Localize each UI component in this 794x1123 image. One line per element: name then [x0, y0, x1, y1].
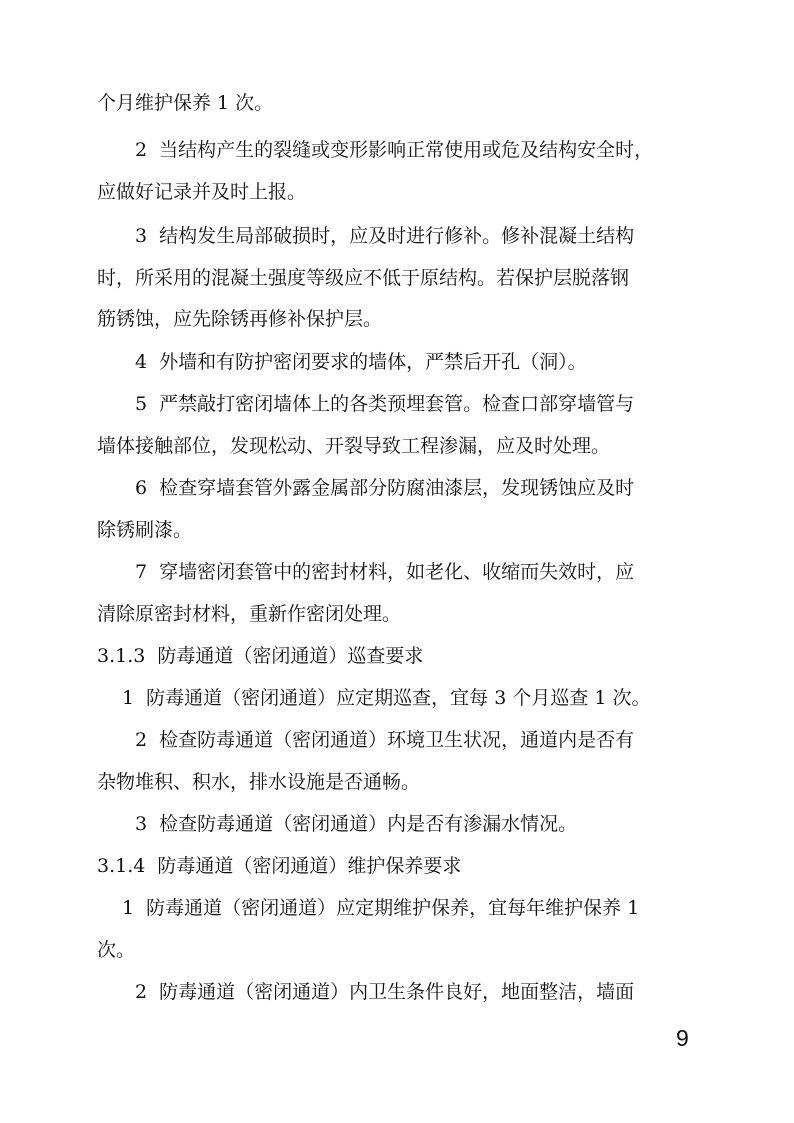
- section-heading: 3.1.3 防毒通道（密闭通道）巡查要求: [97, 645, 424, 667]
- text-line: 筋锈蚀，应先除锈再修补保护层。: [97, 308, 383, 330]
- text-line: 2 防毒通道（密闭通道）内卫生条件良好，地面整洁，墙面: [135, 981, 635, 1003]
- text-line: 3 检查防毒通道（密闭通道）内是否有渗漏水情况。: [135, 813, 578, 835]
- text-line: 3 结构发生局部破损时，应及时进行修补。修补混凝土结构: [135, 225, 635, 247]
- text-line: 5 严禁敲打密闭墙体上的各类预埋套管。检查口部穿墙管与: [135, 393, 635, 415]
- text-line: 清除原密封材料，重新作密闭处理。: [97, 603, 402, 625]
- text-line: 2 当结构产生的裂缝或变形影响正常使用或危及结构安全时，: [135, 139, 654, 161]
- text-line: 次。: [97, 939, 136, 961]
- text-line: 7 穿墙密闭套管中的密封材料，如老化、收缩而失效时，应: [135, 561, 635, 583]
- text-line: 墙体接触部位，发现松动、开裂导致工程渗漏，应及时处理。: [97, 435, 611, 457]
- section-heading: 3.1.4 防毒通道（密闭通道）维护保养要求: [97, 855, 462, 877]
- text-line: 应做好记录并及时上报。: [97, 181, 307, 203]
- text-line: 个月维护保养 1 次。: [97, 92, 274, 114]
- text-line: 杂物堆积、积水，排水设施是否通畅。: [97, 771, 421, 793]
- text-line: 6 检查穿墙套管外露金属部分防腐油漆层，发现锈蚀应及时: [135, 477, 635, 499]
- text-line: 1 防毒通道（密闭通道）应定期巡查，宜每 3 个月巡查 1 次。: [122, 687, 651, 709]
- text-line: 时，所采用的混凝土强度等级应不低于原结构。若保护层脱落钢: [97, 267, 630, 289]
- text-line: 除锈刷漆。: [97, 519, 193, 541]
- text-line: 2 检查防毒通道（密闭通道）环境卫生状况，通道内是否有: [135, 729, 635, 751]
- text-line: 1 防毒通道（密闭通道）应定期维护保养，宜每年维护保养 1: [122, 897, 640, 919]
- page-number: 9: [676, 1025, 689, 1051]
- text-line: 4 外墙和有防护密闭要求的墙体，严禁后开孔（洞）。: [135, 351, 587, 373]
